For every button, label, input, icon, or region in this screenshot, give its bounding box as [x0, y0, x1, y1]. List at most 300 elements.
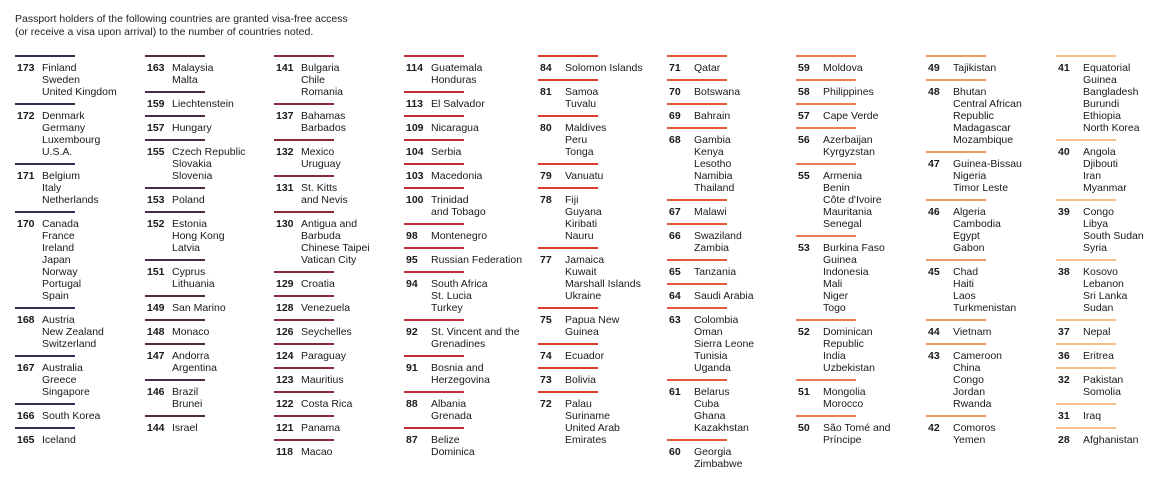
- rank-group: [667, 283, 787, 307]
- country-name: Saudi Arabia: [694, 290, 754, 302]
- country-name: Armenia: [823, 170, 863, 182]
- rank-number: 38: [1058, 266, 1070, 278]
- rank-number: 72: [540, 398, 552, 410]
- country-name: Russian Federation: [431, 254, 523, 266]
- rank-number: 91: [406, 362, 418, 374]
- country-list: [565, 194, 665, 242]
- country-name: Tuvalu: [565, 98, 597, 110]
- rank-divider: [667, 223, 727, 225]
- country-name: Hong Kong: [172, 230, 225, 242]
- rank-divider: [538, 391, 598, 393]
- country-name: Antigua and: [301, 218, 358, 230]
- rank-group: [15, 307, 135, 355]
- country-list: [565, 350, 665, 362]
- rank-number: 165: [17, 434, 35, 446]
- country-name: Mozambique: [953, 134, 1014, 146]
- rank-divider: [926, 79, 986, 81]
- rank-group: [538, 367, 658, 391]
- country-list: [694, 206, 794, 218]
- rank-number: 152: [147, 218, 165, 230]
- country-name: Macao: [301, 446, 333, 458]
- rank-divider: [145, 91, 205, 93]
- country-name: Andorra: [172, 350, 210, 362]
- country-list: [431, 434, 531, 458]
- rank-number: 149: [147, 302, 165, 314]
- country-name: Sweden: [42, 74, 80, 86]
- rank-divider: [926, 199, 986, 201]
- rank-number: 78: [540, 194, 552, 206]
- rank-group: [667, 103, 787, 127]
- rank-divider: [274, 367, 334, 369]
- country-name: United Kingdom: [42, 86, 117, 98]
- country-list: [431, 98, 531, 110]
- country-name: India: [823, 350, 846, 362]
- rank-group: [538, 163, 658, 187]
- country-name: Guinea: [565, 326, 599, 338]
- rank-number: 104: [406, 146, 424, 158]
- country-name: Fiji: [565, 194, 579, 206]
- country-name: Switzerland: [42, 338, 97, 350]
- country-name: Germany: [42, 122, 86, 134]
- rank-number: 173: [17, 62, 35, 74]
- rank-number: 122: [276, 398, 294, 410]
- country-name: Bosnia and: [431, 362, 484, 374]
- country-name: Netherlands: [42, 194, 99, 206]
- country-name: Malaysia: [172, 62, 214, 74]
- country-name: Bangladesh: [1083, 86, 1139, 98]
- country-name: Brazil: [172, 386, 199, 398]
- rank-group: [274, 391, 394, 415]
- country-name: Kuwait: [565, 266, 597, 278]
- country-name: Chinese Taipei: [301, 242, 370, 254]
- country-name: Malta: [172, 74, 198, 86]
- rank-group: [1056, 403, 1175, 427]
- rank-group: [796, 163, 916, 235]
- country-name: Oman: [694, 326, 723, 338]
- country-name: Bahamas: [301, 110, 346, 122]
- country-name: United Arab: [565, 422, 620, 434]
- country-name: Honduras: [431, 74, 477, 86]
- country-list: [565, 122, 665, 158]
- country-name: Ukraine: [565, 290, 602, 302]
- country-name: Burundi: [1083, 98, 1120, 110]
- rank-group: [274, 271, 394, 295]
- rank-divider: [274, 319, 334, 321]
- rank-group: [145, 379, 265, 415]
- country-name: São Tomé and: [823, 422, 891, 434]
- country-name: Swaziland: [694, 230, 742, 242]
- rank-divider: [667, 259, 727, 261]
- country-name: Senegal: [823, 218, 862, 230]
- rank-divider: [274, 175, 334, 177]
- rank-number: 144: [147, 422, 165, 434]
- country-name: and Tobago: [431, 206, 486, 218]
- rank-divider: [404, 115, 464, 117]
- rank-group: [926, 55, 1046, 79]
- country-list: [823, 86, 923, 98]
- rank-group: [538, 307, 658, 343]
- rank-number: 171: [17, 170, 35, 182]
- country-name: Grenadines: [431, 338, 486, 350]
- rank-number: 95: [406, 254, 418, 266]
- rank-number: 56: [798, 134, 810, 146]
- rank-number: 51: [798, 386, 810, 398]
- intro-line: Passport holders of the following countries are granted visa-free access: [15, 13, 348, 25]
- rank-divider: [274, 55, 334, 57]
- country-name: Republic: [823, 338, 864, 350]
- country-name: St. Vincent and the: [431, 326, 520, 338]
- rank-divider: [274, 211, 334, 213]
- rank-group: [404, 163, 524, 187]
- country-name: Niger: [823, 290, 849, 302]
- country-name: Nicaragua: [431, 122, 479, 134]
- country-list: [953, 350, 1053, 410]
- rank-number: 146: [147, 386, 165, 398]
- country-name: Trinidad: [431, 194, 469, 206]
- rank-number: 121: [276, 422, 294, 434]
- country-name: Grenada: [431, 410, 472, 422]
- country-name: Spain: [42, 290, 69, 302]
- country-list: [694, 230, 794, 254]
- rank-divider: [1056, 403, 1116, 405]
- country-name: Venezuela: [301, 302, 351, 314]
- country-name: Uganda: [694, 362, 731, 374]
- rank-group: [145, 187, 265, 211]
- country-name: Príncipe: [823, 434, 862, 446]
- rank-group: [274, 439, 394, 463]
- country-name: Serbia: [431, 146, 462, 158]
- country-list: [823, 242, 923, 314]
- country-list: [694, 446, 794, 470]
- country-name: Algeria: [953, 206, 986, 218]
- rank-divider: [926, 343, 986, 345]
- country-name: Gabon: [953, 242, 985, 254]
- country-name: Israel: [172, 422, 198, 434]
- country-list: [301, 398, 401, 410]
- country-name: Guyana: [565, 206, 602, 218]
- country-name: Sierra Leone: [694, 338, 755, 350]
- rank-group: [15, 163, 135, 211]
- rank-group: [145, 295, 265, 319]
- country-name: Egypt: [953, 230, 980, 242]
- country-list: [42, 170, 142, 206]
- rank-divider: [15, 403, 75, 405]
- country-name: Mali: [823, 278, 843, 290]
- rank-divider: [538, 55, 598, 57]
- country-list: [172, 122, 272, 134]
- country-name: Canada: [42, 218, 79, 230]
- rank-group: [145, 55, 265, 91]
- country-name: Nigeria: [953, 170, 987, 182]
- country-name: Herzegovina: [431, 374, 490, 386]
- rank-group: [274, 139, 394, 175]
- rank-divider: [145, 139, 205, 141]
- rank-number: 74: [540, 350, 552, 362]
- country-list: [1083, 146, 1175, 194]
- country-name: Denmark: [42, 110, 85, 122]
- rank-divider: [538, 187, 598, 189]
- rank-divider: [796, 127, 856, 129]
- country-name: Dominican: [823, 326, 873, 338]
- rank-divider: [796, 103, 856, 105]
- country-name: U.S.A.: [42, 146, 73, 158]
- rank-divider: [1056, 427, 1116, 429]
- country-name: Mexico: [301, 146, 335, 158]
- country-name: Jamaica: [565, 254, 605, 266]
- rank-group: [538, 343, 658, 367]
- country-name: Ecuador: [565, 350, 605, 362]
- rank-divider: [404, 139, 464, 141]
- country-name: Liechtenstein: [172, 98, 234, 110]
- rank-divider: [1056, 55, 1116, 57]
- country-list: [301, 326, 401, 338]
- country-name: Suriname: [565, 410, 610, 422]
- country-name: Kazakhstan: [694, 422, 749, 434]
- rank-number: 37: [1058, 326, 1070, 338]
- rank-divider: [274, 295, 334, 297]
- rank-divider: [15, 211, 75, 213]
- country-name: Yemen: [953, 434, 986, 446]
- country-name: Tonga: [565, 146, 594, 158]
- rank-group: [145, 211, 265, 259]
- country-list: [172, 326, 272, 338]
- rank-divider: [404, 271, 464, 273]
- rank-group: [15, 103, 135, 163]
- country-list: [823, 326, 923, 374]
- rank-group: [667, 199, 787, 223]
- rank-number: 42: [928, 422, 940, 434]
- country-name: Slovenia: [172, 170, 213, 182]
- country-name: Cameroon: [953, 350, 1003, 362]
- country-name: Uzbekistan: [823, 362, 875, 374]
- country-name: Afghanistan: [1083, 434, 1139, 446]
- country-name: Lithuania: [172, 278, 215, 290]
- country-list: [823, 134, 923, 158]
- country-name: Belgium: [42, 170, 80, 182]
- rank-divider: [926, 259, 986, 261]
- rank-divider: [145, 211, 205, 213]
- rank-divider: [538, 367, 598, 369]
- country-list: [565, 86, 665, 110]
- country-name: Chile: [301, 74, 325, 86]
- rank-group: [796, 127, 916, 163]
- country-name: Vatican City: [301, 254, 357, 266]
- rank-divider: [538, 307, 598, 309]
- country-name: Belize: [431, 434, 460, 446]
- rank-group: [796, 103, 916, 127]
- rank-group: [1056, 199, 1175, 259]
- rank-divider: [145, 415, 205, 417]
- country-name: Australia: [42, 362, 83, 374]
- country-name: Eritrea: [1083, 350, 1114, 362]
- country-list: [431, 170, 531, 182]
- country-name: Somolia: [1083, 386, 1121, 398]
- country-list: [431, 278, 531, 314]
- rank-number: 43: [928, 350, 940, 362]
- country-name: Peru: [565, 134, 588, 146]
- country-list: [694, 86, 794, 98]
- country-name: Marshall Islands: [565, 278, 641, 290]
- country-name: Kyrgyzstan: [823, 146, 875, 158]
- country-name: Cape Verde: [823, 110, 879, 122]
- country-name: Hungary: [172, 122, 212, 134]
- rank-number: 50: [798, 422, 810, 434]
- rank-number: 109: [406, 122, 424, 134]
- country-list: [301, 182, 401, 206]
- country-list: [694, 290, 794, 302]
- country-name: Palau: [565, 398, 592, 410]
- rank-divider: [404, 163, 464, 165]
- rank-group: [145, 115, 265, 139]
- country-list: [823, 170, 923, 230]
- rank-divider: [667, 127, 727, 129]
- country-name: Indonesia: [823, 266, 869, 278]
- country-name: Cambodia: [953, 218, 1001, 230]
- country-list: [694, 266, 794, 278]
- country-name: Argentina: [172, 362, 217, 374]
- rank-number: 137: [276, 110, 294, 122]
- country-name: Myanmar: [1083, 182, 1127, 194]
- rank-number: 129: [276, 278, 294, 290]
- rank-group: [926, 343, 1046, 415]
- rank-divider: [274, 439, 334, 441]
- rank-number: 48: [928, 86, 940, 98]
- rank-group: [1056, 343, 1175, 367]
- country-list: [42, 434, 142, 446]
- rank-number: 64: [669, 290, 681, 302]
- rank-divider: [538, 163, 598, 165]
- country-list: [1083, 62, 1175, 134]
- rank-divider: [1056, 199, 1116, 201]
- country-name: Austria: [42, 314, 75, 326]
- rank-number: 130: [276, 218, 294, 230]
- country-list: [42, 110, 142, 158]
- country-name: Central African: [953, 98, 1022, 110]
- rank-divider: [796, 163, 856, 165]
- rank-divider: [796, 55, 856, 57]
- rank-group: [274, 367, 394, 391]
- rank-divider: [274, 103, 334, 105]
- country-name: Estonia: [172, 218, 208, 230]
- country-list: [42, 410, 142, 422]
- rank-divider: [404, 247, 464, 249]
- country-name: Emirates: [565, 434, 607, 446]
- rank-group: [538, 79, 658, 115]
- country-name: Barbuda: [301, 230, 341, 242]
- country-list: [172, 194, 272, 206]
- rank-group: [404, 139, 524, 163]
- country-list: [301, 374, 401, 386]
- country-list: [431, 146, 531, 158]
- rank-divider: [15, 355, 75, 357]
- rank-divider: [145, 295, 205, 297]
- country-name: Qatar: [694, 62, 721, 74]
- country-name: El Salvador: [431, 98, 485, 110]
- country-name: Burkina Faso: [823, 242, 885, 254]
- country-name: Dominica: [431, 446, 475, 458]
- rank-divider: [15, 55, 75, 57]
- country-list: [694, 314, 794, 374]
- country-name: Nepal: [1083, 326, 1111, 338]
- country-name: Zimbabwe: [694, 458, 743, 470]
- country-name: Montenegro: [431, 230, 488, 242]
- country-name: North Korea: [1083, 122, 1140, 134]
- rank-group: [274, 175, 394, 211]
- country-list: [1083, 374, 1175, 398]
- country-list: [953, 326, 1053, 338]
- rank-group: [926, 79, 1046, 151]
- rank-divider: [404, 223, 464, 225]
- rank-group: [796, 79, 916, 103]
- rank-number: 66: [669, 230, 681, 242]
- country-list: [1083, 206, 1175, 254]
- rank-divider: [667, 307, 727, 309]
- country-list: [823, 386, 923, 410]
- rank-group: [667, 79, 787, 103]
- country-list: [301, 62, 401, 98]
- rank-group: [926, 259, 1046, 319]
- rank-number: 124: [276, 350, 294, 362]
- rank-number: 67: [669, 206, 681, 218]
- country-list: [565, 62, 665, 74]
- rank-group: [796, 415, 916, 451]
- country-name: France: [42, 230, 75, 242]
- rank-number: 141: [276, 62, 294, 74]
- country-name: Turkey: [431, 302, 463, 314]
- rank-group: [926, 151, 1046, 199]
- rank-number: 167: [17, 362, 35, 374]
- country-list: [431, 398, 531, 422]
- country-name: Comoros: [953, 422, 996, 434]
- country-name: Norway: [42, 266, 78, 278]
- country-list: [431, 254, 531, 266]
- country-name: Jordan: [953, 386, 986, 398]
- rank-divider: [538, 343, 598, 345]
- rank-number: 60: [669, 446, 681, 458]
- rank-divider: [667, 103, 727, 105]
- country-list: [953, 206, 1053, 254]
- country-list: [565, 314, 665, 338]
- country-name: Mauritius: [301, 374, 344, 386]
- country-list: [953, 86, 1053, 146]
- country-list: [694, 110, 794, 122]
- rank-group: [404, 115, 524, 139]
- country-name: Ireland: [42, 242, 75, 254]
- country-name: Belarus: [694, 386, 730, 398]
- rank-group: [538, 247, 658, 307]
- country-name: Monaco: [172, 326, 210, 338]
- rank-number: 59: [798, 62, 810, 74]
- rank-group: [538, 187, 658, 247]
- country-name: Barbados: [301, 122, 346, 134]
- country-name: Slovakia: [172, 158, 212, 170]
- country-list: [1083, 266, 1175, 314]
- rank-group: [926, 415, 1046, 451]
- rank-number: 126: [276, 326, 294, 338]
- rank-group: [1056, 139, 1175, 199]
- rank-divider: [274, 343, 334, 345]
- country-name: Ghana: [694, 410, 726, 422]
- country-list: [431, 326, 531, 350]
- country-list: [42, 62, 142, 98]
- country-list: [953, 422, 1053, 446]
- rank-group: [667, 223, 787, 259]
- rank-divider: [15, 163, 75, 165]
- country-name: Lesotho: [694, 158, 732, 170]
- country-list: [301, 350, 401, 362]
- country-list: [1083, 326, 1175, 338]
- rank-divider: [404, 391, 464, 393]
